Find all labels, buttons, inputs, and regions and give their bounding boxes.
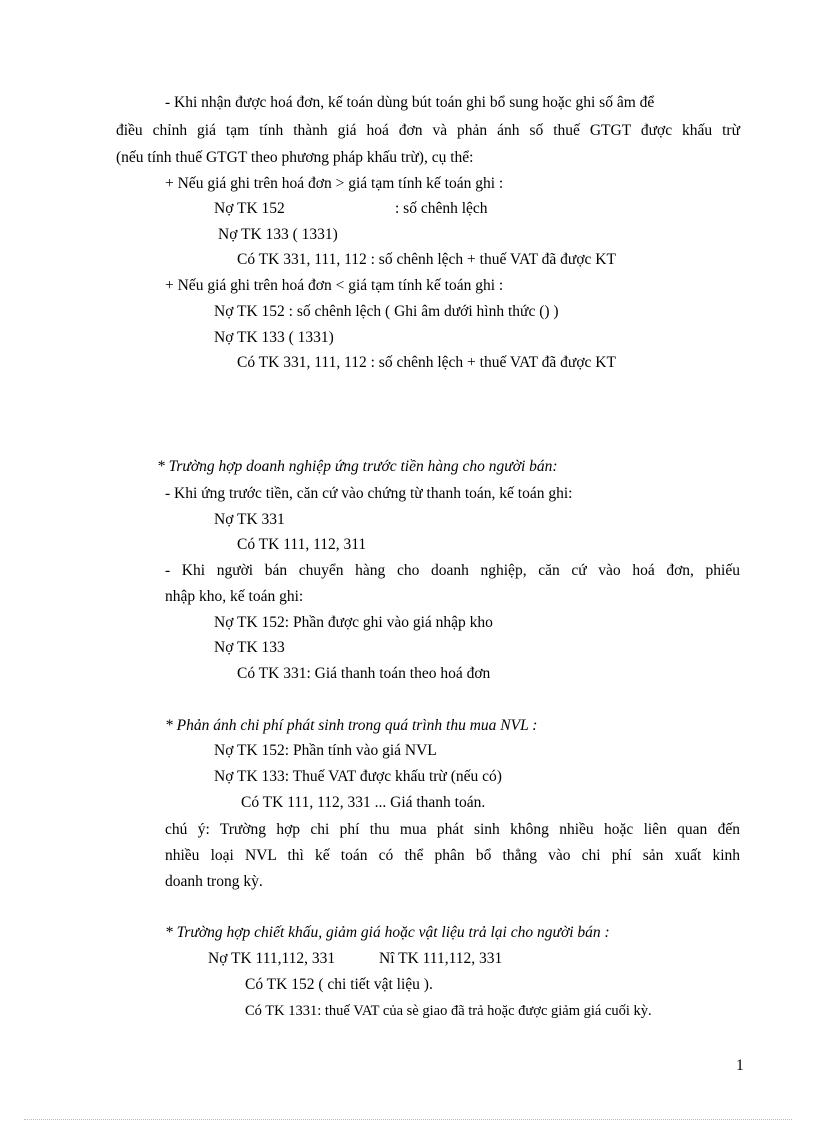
entry-line: Nợ TK 152: Phần tính vào giá NVL [214, 742, 437, 759]
paragraph-line: - Khi ứng trước tiền, căn cứ vào chứng từ thanh toán, kế toán ghi: [165, 485, 573, 502]
condition-line: + Nếu giá ghi trên hoá đơn < giá tạm tính kế toán ghi : [165, 277, 504, 294]
entry-line [208, 949, 502, 969]
section-heading: * Trường hợp chiết khấu, giảm giá hoặc vật liệu trả lại cho người bán : [165, 924, 610, 941]
paragraph-line: doanh trong kỳ. [165, 873, 263, 890]
entry-line: Nợ TK 152: Phần được ghi vào giá nhập kho [214, 614, 493, 631]
entry-line: Nợ TK 133 ( 1331) [214, 329, 334, 346]
entry-account: Nợ TK 152 [214, 200, 285, 217]
entry-line: Nợ TK 133 ( 1331) [218, 226, 338, 243]
entry-line [214, 199, 488, 219]
page-number: 1 [736, 1057, 744, 1074]
paragraph-line: chú ý: Trường hợp chi phí thu mua phát sinh không nhiều hoặc liên quan đến [165, 821, 740, 838]
entry-line: Có TK 331, 111, 112 : số chênh lệch + thuế VAT đã được KT [237, 251, 616, 268]
entry-line: Có TK 331: Giá thanh toán theo hoá đơn [237, 665, 491, 682]
entry-line: Nợ TK 133: Thuế VAT được khấu trừ (nếu có) [214, 768, 502, 785]
entry-line: Nợ TK 152 : số chênh lệch ( Ghi âm dưới hình thức () ) [214, 303, 559, 320]
entry-line: Có TK 1331: thuế VAT của sè giao đã trả hoặc được giảm giá cuối kỳ. [245, 1003, 652, 1019]
entry-description: : số chênh lệch [395, 200, 488, 217]
page-bottom-rule [24, 1119, 792, 1120]
entry-account: Nợ TK 111,112, 331 [208, 950, 336, 967]
entry-line: Nợ TK 133 [214, 639, 285, 656]
paragraph-line: nhiều loại NVL thì kế toán có thể phân bổ thẳng vào chi phí sản xuất kinh [165, 847, 740, 864]
section-heading: * Trường hợp doanh nghiệp ứng trước tiền hàng cho người bán: [157, 458, 558, 475]
entry-line: Có TK 111, 112, 331 ... Giá thanh toán. [241, 794, 486, 811]
paragraph-line: nhập kho, kế toán ghi: [165, 588, 304, 605]
paragraph-line: - Khi nhận được hoá đơn, kế toán dùng bút toán ghi bổ sung hoặc ghi số âm để [165, 94, 655, 111]
paragraph-line: (nếu tính thuế GTGT theo phương pháp khấu trừ), cụ thể: [116, 149, 474, 166]
paragraph-line: - Khi người bán chuyển hàng cho doanh nghiệp, căn cứ vào hoá đơn, phiếu [165, 562, 740, 579]
section-heading: * Phản ánh chi phí phát sinh trong quá trình thu mua NVL : [165, 717, 538, 734]
entry-line: Nợ TK 331 [214, 511, 285, 528]
entry-line: Có TK 331, 111, 112 : số chênh lệch + thuế VAT đã được KT [237, 354, 616, 371]
entry-line: Có TK 152 ( chi tiết vật liệu ). [245, 976, 433, 993]
entry-line: Có TK 111, 112, 311 [237, 536, 367, 553]
condition-line: + Nếu giá ghi trên hoá đơn > giá tạm tính kế toán ghi : [165, 175, 504, 192]
entry-account: Nî TK 111,112, 331 [379, 950, 503, 967]
paragraph-line: điều chỉnh giá tạm tính thành giá hoá đơn và phản ánh số thuế GTGT được khấu trừ [116, 122, 740, 139]
